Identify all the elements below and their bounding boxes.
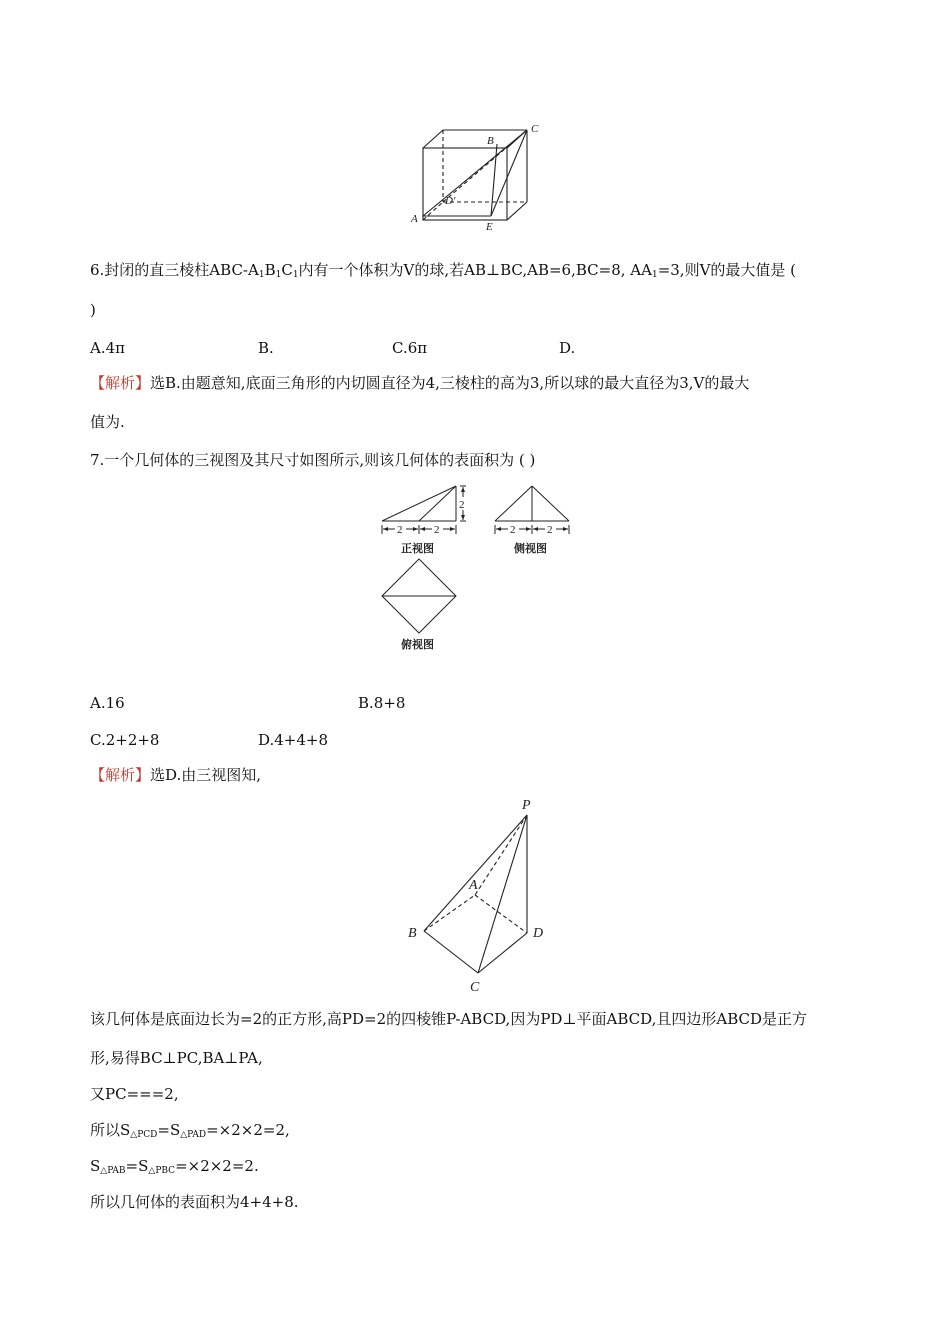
cube-label-b: B: [487, 135, 494, 147]
front-dim-2: 2: [434, 524, 440, 536]
cube-label-d: D': [445, 195, 456, 207]
front-dim-height: 2: [459, 499, 465, 511]
q7-stem: 7.一个几何体的三视图及其尺寸如图所示,则该几何体的表面积为 ( ): [90, 451, 536, 469]
cube-label-e: E: [486, 221, 493, 233]
pyramid-figure: [400, 795, 560, 995]
side-view-label: 侧视图: [514, 542, 547, 555]
a7-line1: 【解析】选D.由三视图知,: [90, 766, 262, 784]
side-dim-2: 2: [547, 524, 553, 536]
pyramid-label-d: D: [533, 926, 544, 941]
three-views-figure: [370, 478, 585, 653]
pyramid-label-p: P: [522, 798, 531, 813]
sol-line3: 又PC===2,: [90, 1085, 179, 1103]
sol-line1: 该几何体是底面边长为=2的正方形,高PD=2的四棱锥P-ABCD,因为PD⊥平面ABCD,且四边形ABCD是正方: [90, 1010, 808, 1028]
cube-label-c: C: [531, 123, 539, 135]
cube-label-a: A: [411, 213, 418, 225]
pyramid-label-c: C: [470, 980, 480, 995]
front-view-label: 正视图: [401, 542, 434, 555]
q7-option-b: B.8+8: [358, 694, 406, 712]
q7-option-c: C.2+2+8: [90, 731, 160, 749]
q6-option-d: D.: [559, 339, 576, 357]
sol-line4: 所以$S_{\triangle PCD}=S_{\triangle PAD}=\times 2\times 2=2$,: [90, 1121, 290, 1140]
q6-option-a: A.4π: [90, 339, 126, 357]
pyramid-label-a: A: [469, 878, 478, 893]
q6-option-c: C.6π: [392, 339, 428, 357]
a6-line1: 【解析】选B.由题意知,底面三角形的内切圆直径为4,三棱柱的高为3,所以球的最大直径为3,V的最大: [90, 374, 750, 392]
front-dim-1: 2: [397, 524, 403, 536]
side-dim-1: 2: [510, 524, 516, 536]
analysis-tag-2: 【解析】: [90, 766, 151, 784]
sol-line2: 形,易得BC⊥PC,BA⊥PA,: [90, 1049, 263, 1067]
q7-option-a: A.16: [90, 694, 125, 712]
sol-line5: $S_{\triangle PAB}=S_{\triangle PBC}=\times 2\times 2=2$.: [90, 1157, 259, 1176]
sol-line6: 所以几何体的表面积为4+4+8.: [90, 1193, 299, 1211]
cube-figure: [405, 118, 555, 233]
q6-stem: 6.封闭的直三棱柱ABC-$A_1B_1C_1$内有一个体积为V的球,若AB⊥BC,AB=6,BC=8, $AA_1=3$,则V的最大值是 (: [90, 261, 797, 280]
q6-close: ): [90, 301, 96, 319]
q7-option-d: D.4+4+8: [258, 731, 329, 749]
pyramid-label-b: B: [408, 926, 417, 941]
top-view-label: 俯视图: [401, 638, 434, 651]
q6-option-b: B.: [258, 339, 274, 357]
a6-line2: 值为.: [90, 413, 125, 431]
analysis-tag: 【解析】: [90, 374, 151, 392]
